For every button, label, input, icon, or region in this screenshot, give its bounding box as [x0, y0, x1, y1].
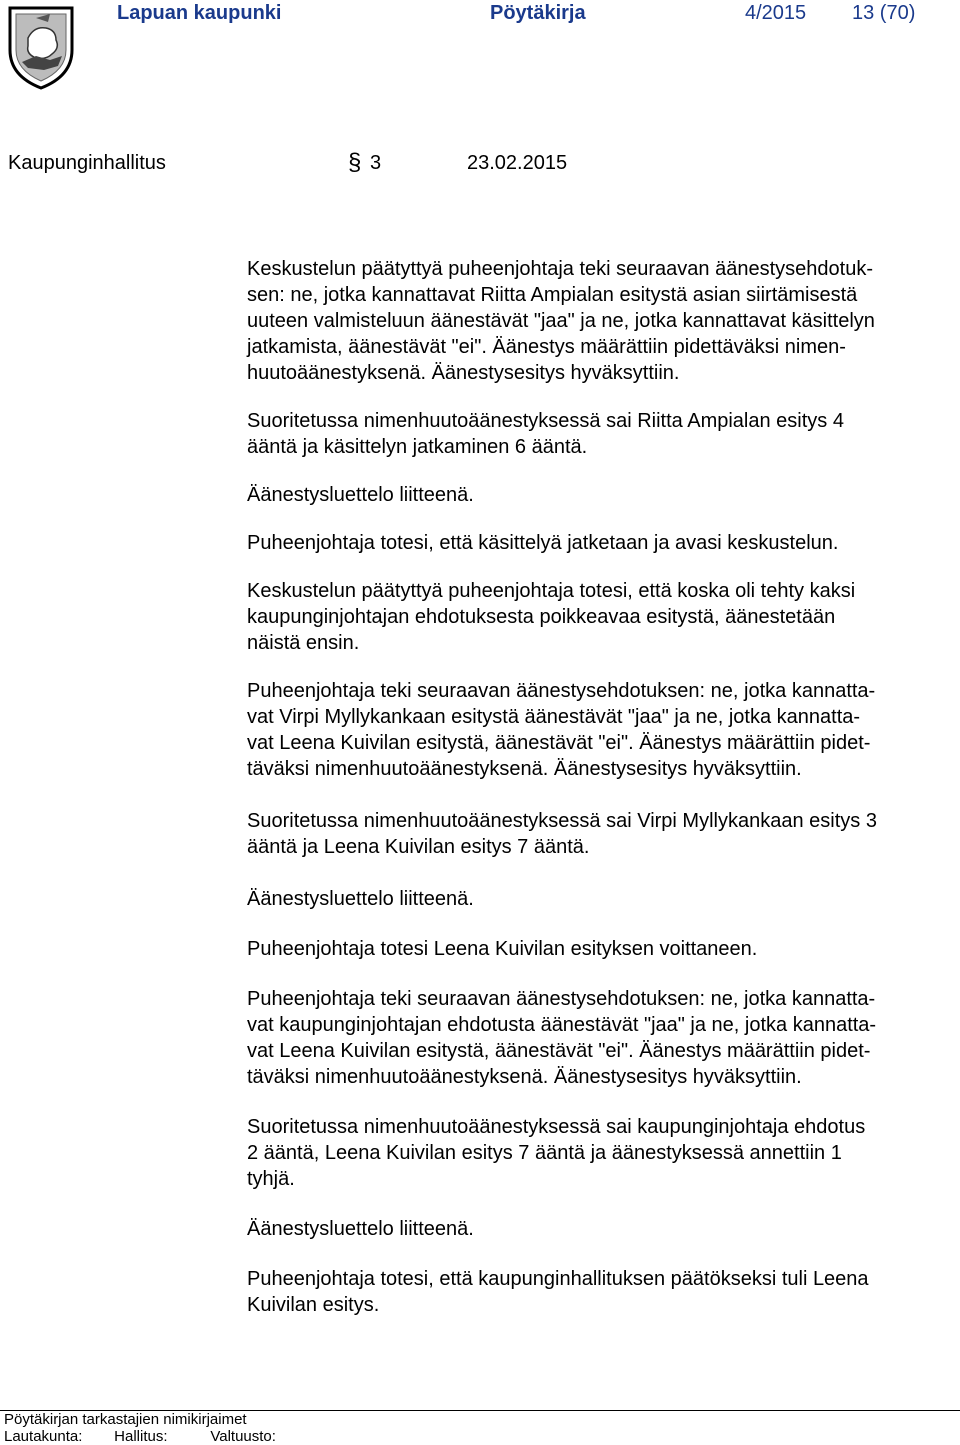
- footer-label-board: Lautakunta:: [4, 1428, 83, 1445]
- paragraph: [247, 1114, 957, 1192]
- paragraph: [247, 408, 957, 460]
- paragraph-line: Äänestysluettelo liitteenä.: [247, 1218, 474, 1240]
- minutes-body: [247, 234, 957, 1318]
- paragraph-line: ääntä ja Leena Kuivilan esitys 7 ääntä.: [247, 836, 590, 858]
- paragraph-line: täväksi nimenhuutoäänestyksenä. Äänestysesitys hyväksyttiin.: [247, 758, 802, 780]
- paragraph-line: sen: ne, jotka kannattavat Riitta Ampialan esitystä asian siirtämisestä: [247, 284, 858, 306]
- paragraph-line: Puheenjohtaja totesi Leena Kuivilan esityksen voittaneen.: [247, 938, 758, 960]
- document-number: 4/2015: [745, 2, 807, 24]
- paragraph-line: Suoritetussa nimenhuutoäänestyksessä sai Riitta Ampialan esitys 4: [247, 410, 844, 432]
- paragraph-line: Puheenjohtaja totesi, että kaupunginhallituksen päätökseksi tuli Leena: [247, 1268, 869, 1290]
- paragraph-line: vat kaupunginjohtajan ehdotusta äänestävät "jaa" ja ne, jotka kannatta-: [247, 1014, 877, 1036]
- paragraph-line: Puheenjohtaja teki seuraavan äänestysehdotuksen: ne, jotka kannatta-: [247, 988, 876, 1010]
- paragraph-line: Puheenjohtaja totesi, että käsittelyä jatketaan ja avasi keskustelun.: [247, 532, 839, 554]
- section-sign: §: [348, 149, 362, 176]
- paragraph-line: Puheenjohtaja teki seuraavan äänestysehdotuksen: ne, jotka kannatta-: [247, 680, 876, 702]
- paragraph-line: vat Leena Kuivilan esitystä, äänestävät "ei". Äänestys määrättiin pidet-: [247, 1040, 871, 1062]
- paragraph-line: täväksi nimenhuutoäänestyksenä. Äänestysesitys hyväksyttiin.: [247, 1066, 802, 1088]
- paragraph-line: uuteen valmisteluun äänestävät "jaa" ja ne, jotka kannattavat käsittelyn: [247, 310, 875, 332]
- paragraph-line: jatkamista, äänestävät "ei". Äänestys määrättiin pidettäväksi nimen-: [247, 336, 846, 358]
- paragraph-line: vat Leena Kuivilan esitystä, äänestävät "ei". Äänestys määrättiin pidet-: [247, 732, 871, 754]
- paragraph-line: kaupunginjohtajan ehdotuksesta poikkeavaa esitystä, äänestetään: [247, 606, 836, 628]
- paragraph: [247, 256, 957, 386]
- city-crest-logo: [6, 4, 76, 90]
- paragraph: [247, 886, 957, 912]
- paragraph: [247, 1266, 957, 1318]
- paragraph-line: Kuivilan esitys.: [247, 1294, 380, 1316]
- footer-title: Pöytäkirjan tarkastajien nimikirjaimet: [4, 1411, 247, 1428]
- paragraph: [247, 578, 957, 656]
- paragraph-line: Äänestysluettelo liitteenä.: [247, 484, 474, 506]
- paragraph-line: Suoritetussa nimenhuutoäänestyksessä sai Virpi Myllykankaan esitys 3: [247, 810, 877, 832]
- paragraph-line: tyhjä.: [247, 1168, 295, 1190]
- footer: [0, 1410, 960, 1445]
- paragraph: [247, 1216, 957, 1242]
- paragraph: [247, 808, 957, 860]
- paragraph-line: Suoritetussa nimenhuutoäänestyksessä sai kaupunginjohtaja ehdotus: [247, 1116, 866, 1138]
- paragraph-line: huutoäänestyksenä. Äänestysesitys hyväksyttiin.: [247, 362, 680, 384]
- paragraph-line: Keskustelun päätyttyä puheenjohtaja totesi, että koska oli tehty kaksi: [247, 580, 856, 602]
- paragraph-line: ääntä ja käsittelyn jatkaminen 6 ääntä.: [247, 436, 588, 458]
- organization-name: Lapuan kaupunki: [117, 2, 282, 24]
- paragraph: [247, 986, 957, 1090]
- paragraph-line: 2 ääntä, Leena Kuivilan esitys 7 ääntä ja äänestyksessä annettiin 1: [247, 1142, 842, 1164]
- paragraph-line: Äänestysluettelo liitteenä.: [247, 888, 474, 910]
- paragraph-line: näistä ensin.: [247, 632, 360, 654]
- section-number: 3: [370, 152, 382, 174]
- document-type: Pöytäkirja: [490, 2, 586, 24]
- meeting-body: Kaupunginhallitus: [8, 152, 166, 174]
- footer-label-council: Valtuusto:: [210, 1428, 276, 1445]
- paragraph-line: vat Virpi Myllykankaan esitystä äänestävät "jaa" ja ne, jotka kannatta-: [247, 706, 861, 728]
- paragraph-line: Keskustelun päätyttyä puheenjohtaja teki seuraavan äänestysehdotuk-: [247, 258, 873, 280]
- paragraph: [247, 678, 957, 782]
- footer-signature-labels: [4, 1428, 960, 1445]
- paragraph: [247, 936, 957, 962]
- page-number: 13 (70): [852, 2, 916, 24]
- paragraph: [247, 530, 957, 556]
- meeting-date: 23.02.2015: [467, 152, 568, 174]
- footer-label-government: Hallitus:: [114, 1428, 168, 1445]
- paragraph: [247, 482, 957, 508]
